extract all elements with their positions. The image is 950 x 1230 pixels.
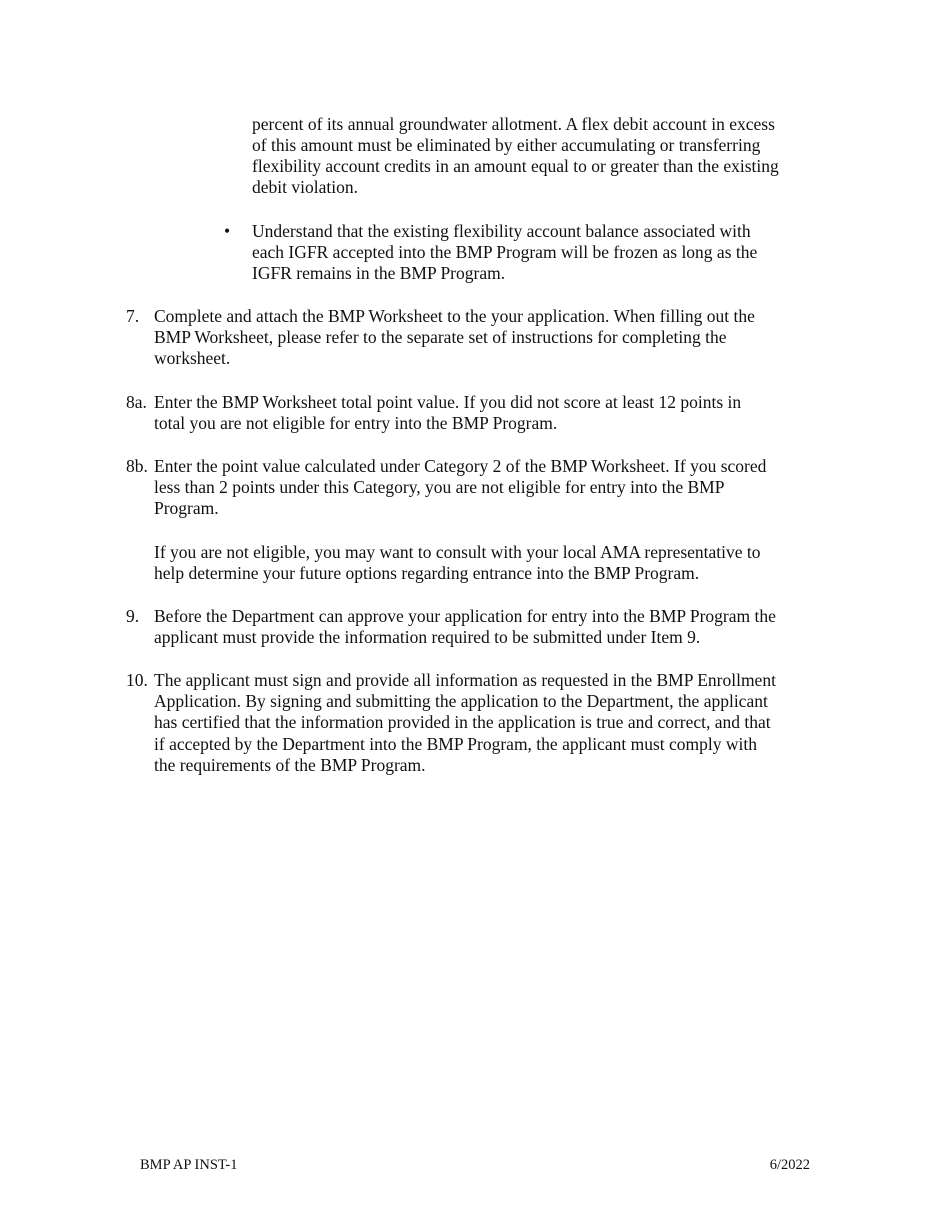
item-line: The applicant must sign and provide all information as requested in the BMP Enrollment bbox=[154, 670, 776, 690]
footer-form-id: BMP AP INST-1 bbox=[140, 1157, 238, 1173]
item-line: Enter the BMP Worksheet total point value. If you did not score at least 12 points in bbox=[154, 392, 742, 412]
item-line: BMP Worksheet, please refer to the separate set of instructions for completing the bbox=[154, 327, 727, 347]
footer-date: 6/2022 bbox=[769, 1157, 810, 1173]
item-line: worksheet. bbox=[154, 348, 231, 368]
bullet-line: IGFR remains in the BMP Program. bbox=[252, 263, 506, 283]
bullet-line: Understand that the existing flexibility account balance associated with bbox=[252, 221, 751, 241]
item-line: has certified that the information provided in the application is true and correct, and that bbox=[154, 712, 771, 732]
bullet-marker-icon: • bbox=[224, 221, 231, 241]
item-line: applicant must provide the information required to be submitted under Item 9. bbox=[154, 627, 701, 647]
item-line: total you are not eligible for entry into the BMP Program. bbox=[154, 413, 558, 433]
item-note-line: If you are not eligible, you may want to consult with your local AMA representative to bbox=[154, 542, 761, 562]
continuation-line: percent of its annual groundwater allotment. A flex debit account in excess bbox=[252, 114, 775, 134]
continuation-line: of this amount must be eliminated by either accumulating or transferring bbox=[252, 135, 761, 155]
item-line: Complete and attach the BMP Worksheet to the your application. When filling out the bbox=[154, 306, 755, 326]
item-number: 7. bbox=[126, 306, 140, 326]
item-line: Application. By signing and submitting the application to the Department, the applicant bbox=[154, 691, 768, 711]
item-line: the requirements of the BMP Program. bbox=[154, 755, 426, 775]
item-line: Program. bbox=[154, 498, 219, 518]
item-number: 10. bbox=[126, 670, 148, 690]
item-number: 8b. bbox=[126, 456, 148, 476]
item-line: Before the Department can approve your application for entry into the BMP Program the bbox=[154, 606, 776, 626]
continuation-line: debit violation. bbox=[252, 177, 358, 197]
item-note-line: help determine your future options regarding entrance into the BMP Program. bbox=[154, 563, 700, 583]
item-line: less than 2 points under this Category, you are not eligible for entry into the BMP bbox=[154, 477, 725, 497]
item-line: Enter the point value calculated under Category 2 of the BMP Worksheet. If you scored bbox=[154, 456, 767, 476]
item-number: 9. bbox=[126, 606, 140, 626]
item-line: if accepted by the Department into the BMP Program, the applicant must comply with bbox=[154, 734, 757, 754]
bullet-line: each IGFR accepted into the BMP Program will be frozen as long as the bbox=[252, 242, 758, 262]
continuation-line: flexibility account credits in an amount equal to or greater than the existing bbox=[252, 156, 779, 176]
item-number: 8a. bbox=[126, 392, 147, 412]
